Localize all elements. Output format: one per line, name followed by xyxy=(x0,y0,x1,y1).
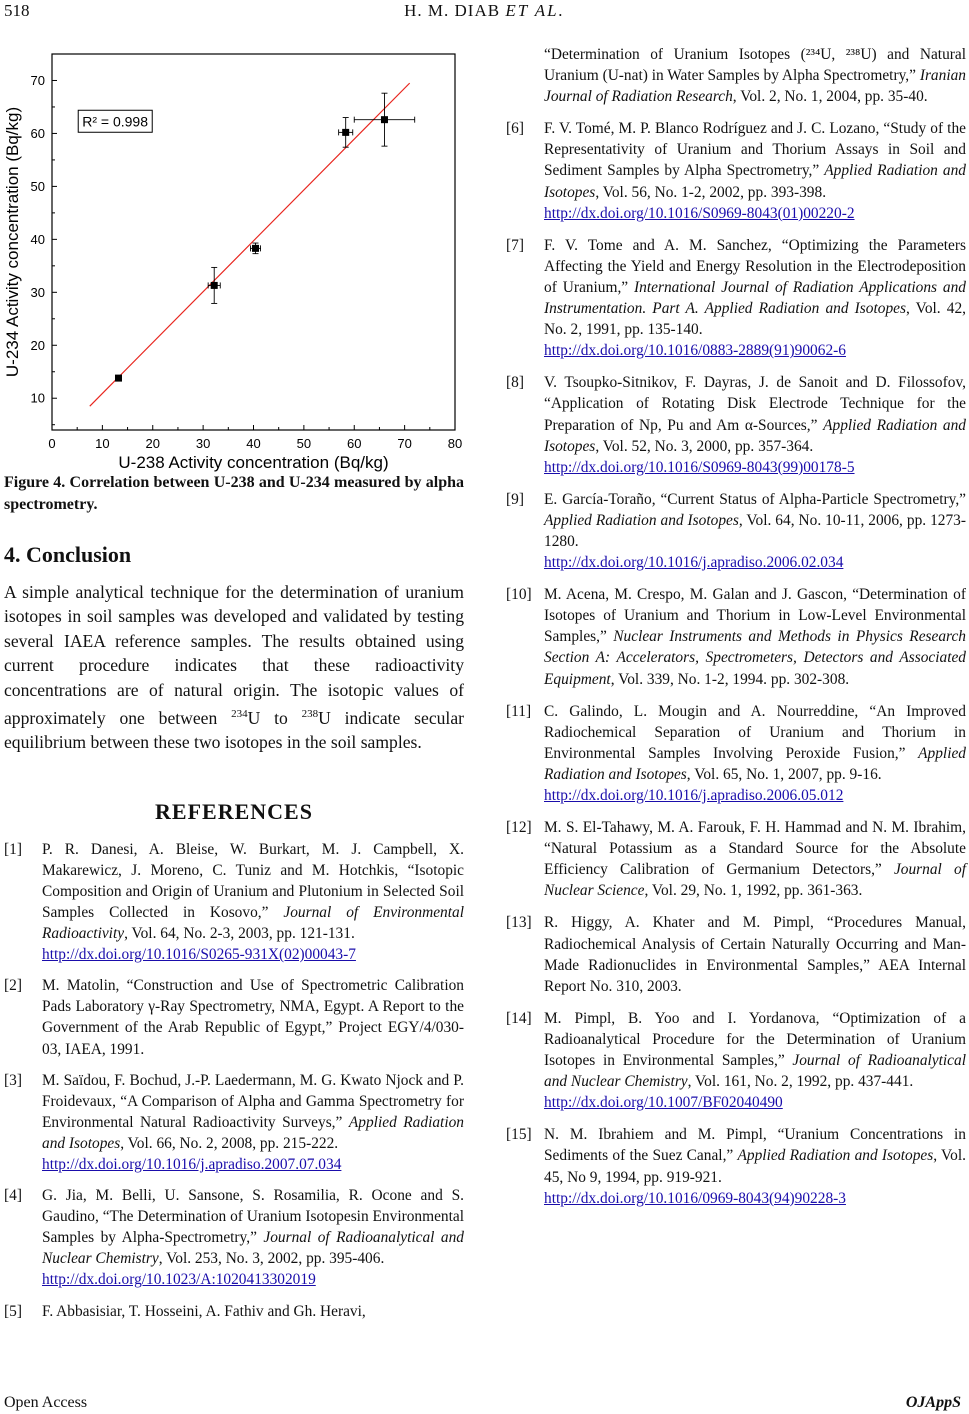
reference-number: [8] xyxy=(506,374,524,392)
data-point xyxy=(211,282,218,289)
reference-details: , Vol. 2, No. 1, 2004, pp. 35-40. xyxy=(732,88,928,106)
figure-caption: Figure 4. Correlation between U-238 and U-234 measured by alpha spectrometry. xyxy=(4,474,464,513)
correlation-chart xyxy=(3,50,464,472)
reference-number: [4] xyxy=(4,1187,22,1205)
reference-item xyxy=(4,839,464,966)
x-tick-label: 80 xyxy=(447,436,463,451)
reference-number: [5] xyxy=(4,1302,22,1320)
running-title xyxy=(0,1,969,21)
reference-number: [6] xyxy=(506,120,524,138)
reference-main-text: M. Pimpl, B. Yoo and I. Yordanova, “Optimization of a Radioanalytical Procedure for the Determination of Uranium Isotopes in Environmental Samples,” xyxy=(544,1009,966,1070)
reference-details: , Vol. 29, No. 1, 1992, pp. 361-363. xyxy=(644,882,863,900)
reference-details: , Vol. 161, No. 2, 1992, pp. 437-441. xyxy=(687,1073,914,1091)
reference-journal: Journal of Environmental Radioactivity xyxy=(42,903,464,943)
reference-main-text: M. Saïdou, F. Bochud, J.-P. Laedermann, M. G. Kwato Njock and P. Froidevaux, “A Comparison of Alpha and Gamma Spectrometry for Environmental Natural Radioactivity Surveys,” xyxy=(42,1071,464,1131)
reference-doi-link[interactable]: http://dx.doi.org/10.1016/S0969-8043(01)00220-2 xyxy=(544,204,855,222)
reference-text xyxy=(42,1303,366,1320)
reference-main-text: R. Higgy, A. Khater and M. Pimpl, “Procedures Manual, Radiochemical Analysis of Certain Naturally Occurring and Man-Made Radionuclides in Environmental Samples,” AEA Internal Report No. 310, 2003. xyxy=(544,914,966,995)
reference-main-text: M. Acena, M. Crespo, M. Galan and J. Gascon, “Determination of Isotopes of Uranium and Thorium in Low-Level Environmental Samples,” xyxy=(544,586,966,646)
page-number: 518 xyxy=(4,1,30,20)
y-tick-label: 20 xyxy=(30,337,45,353)
reference-number: [1] xyxy=(4,840,22,858)
reference-details: , Vol. 42, No. 2, 1991, pp. 135-140. xyxy=(544,300,967,339)
reference-journal: Applied Radiation and Isotopes xyxy=(737,1147,934,1165)
conclusion-heading: 4. Conclusion xyxy=(4,542,132,567)
reference-main-text: F. Abbasisiar, T. Hosseini, A. Fathiv and Gh. Heravi, xyxy=(42,1302,366,1320)
reference-item xyxy=(506,701,966,806)
reference-doi-link[interactable]: http://dx.doi.org/10.1007/BF02040490 xyxy=(544,1094,783,1112)
reference-journal: Applied Radiation and Isotopes xyxy=(544,511,739,529)
reference-journal: Applied Radiation and Isotopes xyxy=(544,162,966,201)
reference-number: [2] xyxy=(4,977,22,995)
reference-item xyxy=(4,1185,464,1290)
reference-doi-link[interactable]: http://dx.doi.org/10.1023/A:1020413302019 xyxy=(42,1271,316,1289)
conclusion-text-1: A simple analytical technique for the determination of uranium isotopes in soil samples was developed and validated by testing several IAEA reference samples. The results obtained using current procedure indicates that these radioactivity concentrations are of natural origin. The isotopic values of approximately one between xyxy=(4,582,464,728)
reference-doi-link[interactable]: http://dx.doi.org/10.1016/j.apradiso.2006.02.034 xyxy=(544,554,844,572)
reference-details: , Vol. 66, No. 2, 2008, pp. 215-222. xyxy=(120,1134,339,1152)
reference-journal: Nuclear Instruments and Methods in Physics Research Section A: Accelerators, Spectrometers, Detectors and Associated Equipment xyxy=(544,628,966,688)
reference-item xyxy=(4,1301,464,1322)
running-header xyxy=(0,0,969,26)
reference-number: [7] xyxy=(506,236,524,254)
reference-doi-link[interactable]: http://dx.doi.org/10.1016/j.apradiso.2006.05.012 xyxy=(544,787,844,804)
x-axis-label: U-238 Activity concentration (Bq/kg) xyxy=(118,453,389,472)
reference-journal: Journal of Radioanalytical and Nuclear Chemistry xyxy=(42,1229,464,1268)
reference-item xyxy=(506,372,966,477)
y-tick-label: 60 xyxy=(30,125,45,141)
reference-item xyxy=(506,584,966,689)
reference-text xyxy=(544,914,966,994)
x-tick-label: 30 xyxy=(195,436,211,451)
reference-main-text: “Determination of Uranium Isotopes (²³⁴U, ²³⁸U) and Natural Uranium (U-nat) in Water Samples by Alpha Spectrometry,” xyxy=(544,46,966,85)
y-tick-label: 70 xyxy=(30,72,45,88)
conclusion-text-2: U to xyxy=(247,707,302,728)
reference-details: , Vol. 253, No. 3, 2002, pp. 395-406. xyxy=(158,1250,385,1268)
x-tick-label: 20 xyxy=(145,436,160,451)
reference-number: [11] xyxy=(506,702,532,720)
reference-main-text: P. R. Danesi, A. Bleise, W. Burkart, M. J. Campbell, X. Makarewicz, J. Moreno, C. Tuniz and M. Hotchkis, “Isotopic Composition and Origin of Uranium and Plutonium in Selected Soil Samples Collected in Kosovo,” xyxy=(42,840,464,921)
reference-main-text: V. Tsoupko-Sitnikov, F. Dayras, J. de Sanoit and D. Filossofov, “Application of Rotating Disk Electrode Technique for the Preparation of Np, Pu and Am α-Sources,” xyxy=(544,374,966,434)
reference-details: , Vol. 64, No. 10-11, 2006, pp. 1273-1280. xyxy=(544,511,966,550)
reference-text xyxy=(42,841,464,942)
reference-details: , Vol. 52, No. 3, 2000, pp. 357-364. xyxy=(595,437,814,455)
references-list-left xyxy=(4,839,464,1322)
reference-item xyxy=(506,118,966,223)
reference-item xyxy=(506,489,966,573)
reference-details: , Vol. 65, No. 1, 2007, pp. 9-16. xyxy=(686,765,882,783)
reference-text xyxy=(544,819,966,899)
conclusion-sup-2: 238 xyxy=(301,708,319,721)
references-heading: REFERENCES xyxy=(155,798,313,824)
conclusion-sup-1: 234 xyxy=(231,708,248,721)
reference-item xyxy=(506,44,966,107)
left-column xyxy=(4,50,464,1332)
reference-text xyxy=(544,1010,966,1090)
conclusion-text-3: U indicate secular equilibrium between these two isotopes in the soil samples. xyxy=(4,707,464,753)
reference-journal: Iranian Journal of Radiation Research xyxy=(544,67,966,106)
reference-text xyxy=(544,120,966,200)
reference-text xyxy=(544,703,966,783)
reference-main-text: G. Jia, M. Belli, U. Sansone, S. Rosamilia, R. Ocone and S. Gaudino, “The Determination of Uranium Isotopesin Environmental Samples by Alpha-Spectrometry,” xyxy=(42,1187,464,1247)
reference-main-text: F. V. Tomé, M. P. Blanco Rodríguez and J. C. Lozano, “Study of the Representativity of Uranium and Thorium Assays in Soil and Sediment Samples by Alpha Spectrometry,” xyxy=(544,120,966,180)
reference-text xyxy=(544,586,966,687)
y-axis-label: U-234 Activity concentration (Bq/kg) xyxy=(3,106,22,378)
reference-number: [13] xyxy=(506,914,532,932)
reference-number: [9] xyxy=(506,490,524,508)
reference-journal: Applied Radiation and Isotopes xyxy=(544,416,966,455)
reference-text xyxy=(544,491,966,550)
x-tick-label: 70 xyxy=(397,436,412,451)
reference-doi-link[interactable]: http://dx.doi.org/10.1016/0883-2889(91)90062-6 xyxy=(544,342,846,360)
x-tick-label: 0 xyxy=(48,436,56,451)
reference-details: , Vol. 339, No. 1-2, 1994. pp. 302-308. xyxy=(610,670,850,688)
data-point xyxy=(252,245,259,252)
footer-journal: OJAppS xyxy=(905,1394,961,1411)
reference-main-text: N. M. Ibrahiem and M. Pimpl, “Uranium Concentrations in Sediments of the Suez Canal,” xyxy=(544,1126,966,1165)
reference-number: [14] xyxy=(506,1009,532,1027)
footer-open-access: Open Access xyxy=(4,1394,88,1411)
reference-text xyxy=(42,1187,464,1267)
reference-number: [3] xyxy=(4,1071,22,1089)
reference-item xyxy=(4,975,464,1059)
reference-doi-link[interactable]: http://dx.doi.org/10.1016/0969-8043(94)90228-3 xyxy=(544,1189,846,1207)
y-tick-label: 30 xyxy=(30,284,45,300)
reference-item xyxy=(4,1070,464,1175)
reference-item xyxy=(506,817,966,901)
right-column xyxy=(506,44,966,1220)
reference-item xyxy=(506,1124,966,1208)
reference-doi-link[interactable]: http://dx.doi.org/10.1016/S0265-931X(02)00043-7 xyxy=(42,946,356,964)
data-point xyxy=(381,116,388,123)
data-point xyxy=(115,375,122,382)
reference-text xyxy=(544,1126,966,1185)
reference-text xyxy=(544,374,966,454)
reference-text xyxy=(42,1072,464,1152)
reference-item xyxy=(506,1008,966,1113)
figure-4 xyxy=(3,50,464,472)
reference-details: , Vol. 45, No 9, 1994, pp. 919-921. xyxy=(544,1147,966,1186)
reference-number: [12] xyxy=(506,819,532,837)
reference-details: , Vol. 64, No. 2-3, 2003, pp. 121-131. xyxy=(124,925,355,943)
reference-main-text: F. V. Tome and A. M. Sanchez, “Optimizing the Parameters Affecting the Yield and Energy Resolution in the Electrodeposition of Uranium,” xyxy=(544,236,966,296)
reference-journal: International Journal of Radiation Applications and Instrumentation. Part A. Applied Radiation and Isotopes xyxy=(544,278,967,318)
reference-item xyxy=(506,235,966,362)
reference-details: , Vol. 56, No. 1-2, 2002, pp. 393-398. xyxy=(595,183,827,201)
y-tick-label: 40 xyxy=(30,231,45,247)
reference-journal: Journal of Nuclear Science xyxy=(544,861,966,900)
reference-main-text: C. Galindo, L. Mougin and A. Nourreddine, “An Improved Radiochemical Separation of Uranium and Thorium in Environmental Samples Involving Peroxide Fusion,” xyxy=(544,702,966,762)
reference-journal: Journal of Radioanalytical and Nuclear Chemistry xyxy=(544,1052,966,1091)
reference-number: [15] xyxy=(506,1126,532,1144)
reference-journal: Applied Radiation and Isotopes xyxy=(42,1113,464,1152)
reference-main-text: E. García-Toraño, “Current Status of Alpha-Particle Spectrometry,” xyxy=(544,490,966,508)
x-tick-label: 50 xyxy=(296,436,312,451)
r-squared-annotation: R² = 0.998 xyxy=(82,113,148,130)
running-title-etal: ET AL. xyxy=(505,1,565,20)
reference-doi-link[interactable]: http://dx.doi.org/10.1016/S0969-8043(99)00178-5 xyxy=(544,458,855,476)
reference-doi-link[interactable]: http://dx.doi.org/10.1016/j.apradiso.2007.07.034 xyxy=(42,1156,342,1174)
reference-number: [10] xyxy=(506,586,532,604)
running-title-author: H. M. DIAB xyxy=(404,1,501,20)
reference-main-text: M. S. El-Tahawy, M. A. Farouk, F. H. Hammad and N. M. Ibrahim, “Natural Potassium as a Standard Source for the Absolute Efficiency Calibration of Germanium Detectors,” xyxy=(544,819,966,879)
reference-text xyxy=(544,46,966,105)
y-tick-label: 50 xyxy=(30,178,45,194)
conclusion-paragraph xyxy=(4,580,464,755)
reference-item xyxy=(506,912,966,996)
references-list-right xyxy=(506,44,966,1209)
reference-text xyxy=(544,237,966,338)
reference-text xyxy=(42,977,464,1057)
data-point xyxy=(342,129,349,136)
reference-journal: Applied Radiation and Isotopes xyxy=(544,744,966,783)
x-tick-label: 40 xyxy=(246,436,261,451)
reference-main-text: M. Matolin, “Construction and Use of Spectrometric Calibration Pads Laboratory γ-Ray Spectrometry, NMA, Egypt. A Report to the Government of the Arab Republic of Egypt,” Project EGY/4/030-03, IAEA, 1991. xyxy=(42,977,464,1058)
x-tick-label: 10 xyxy=(95,436,110,451)
y-tick-label: 10 xyxy=(30,390,45,406)
x-tick-label: 60 xyxy=(347,436,362,451)
